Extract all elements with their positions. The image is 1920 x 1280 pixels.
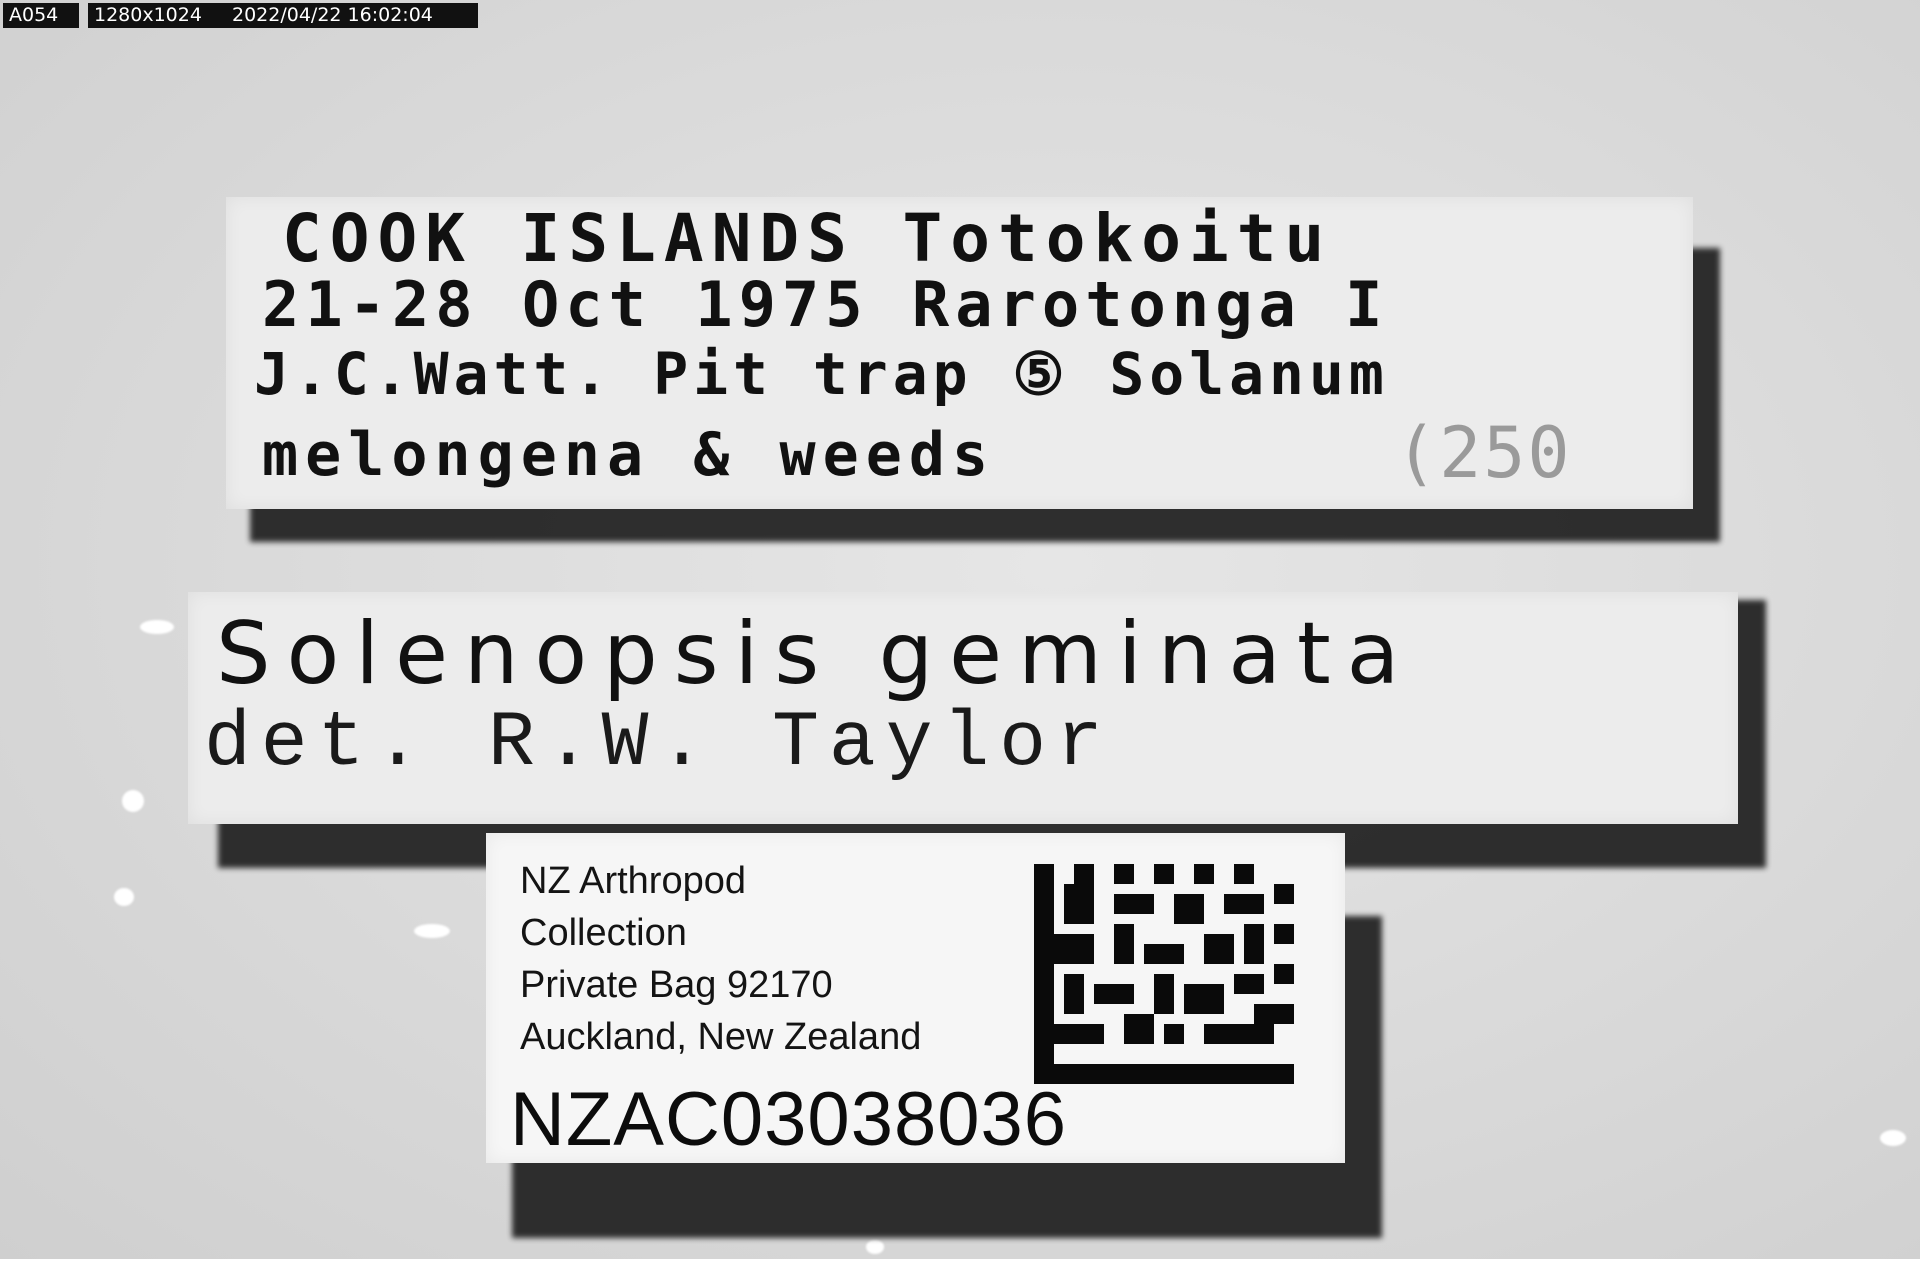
- dust-speck: [122, 790, 144, 812]
- timestamp-badge: 2022/04/22 16:02:04: [226, 3, 478, 28]
- dust-speck: [140, 620, 174, 634]
- collection-line-4: Auckland, New Zealand: [520, 1016, 922, 1058]
- collection-line-2: Collection: [520, 912, 687, 954]
- collection-line-3: Private Bag 92170: [520, 964, 833, 1006]
- locality-line-2: 21-28 Oct 1975 Rarotonga I: [262, 268, 1389, 341]
- datamatrix-code-icon: [1034, 864, 1294, 1084]
- catalog-number: NZAC03038036: [510, 1077, 1068, 1162]
- dust-speck: [1880, 1130, 1906, 1146]
- dust-speck: [114, 888, 134, 906]
- taxon-name: Solenopsis geminata: [216, 604, 1416, 704]
- resolution-badge: 1280x1024: [88, 3, 227, 28]
- locality-line-4: melongena & weeds: [262, 420, 996, 490]
- camera-id-badge: A054: [3, 3, 79, 28]
- collection-line-1: NZ Arthropod: [520, 860, 746, 902]
- determiner: det. R.W. Taylor: [204, 700, 1113, 788]
- locality-line-1: COOK ISLANDS Totokoitu: [282, 200, 1333, 277]
- locality-line-3: J.C.Watt. Pit trap ⑤ Solanum: [254, 340, 1389, 408]
- dust-speck: [866, 1240, 884, 1254]
- locality-number: (250: [1395, 412, 1572, 494]
- bottom-border: [0, 1259, 1920, 1280]
- dust-speck: [414, 924, 450, 938]
